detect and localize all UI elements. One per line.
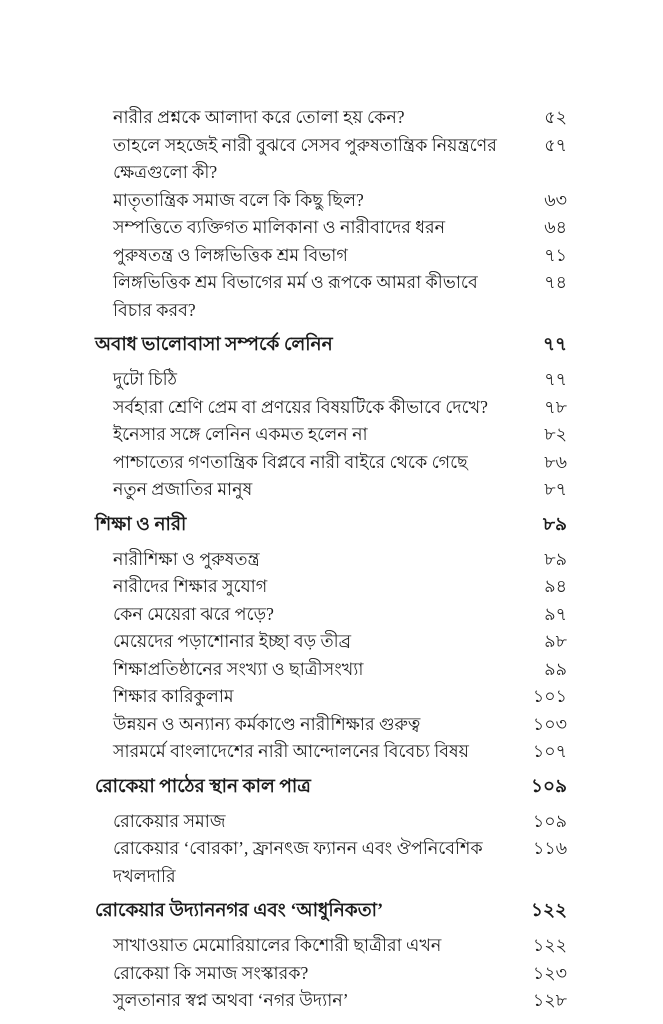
toc-heading-title: রোকেয়ার উদ্যাননগর এবং ‘আধুনিকতা’ bbox=[95, 901, 384, 921]
toc-entry bbox=[95, 683, 567, 711]
toc-section-heading bbox=[95, 897, 567, 925]
toc-entry-title: পুরুষতন্ত্র ও লিঙ্গভিত্তিক শ্রম বিভাগ bbox=[113, 244, 348, 265]
toc-entry-page: ৯৪ bbox=[544, 576, 567, 596]
toc-entry-page: ৯৭ bbox=[544, 603, 567, 624]
toc-entry-page: ৮২ bbox=[544, 424, 567, 444]
toc-entry-page: ৭৭ bbox=[544, 369, 567, 389]
toc-entry bbox=[95, 366, 567, 394]
toc-entry-title: কেন মেয়েরা ঝরে পড়ে? bbox=[113, 603, 274, 624]
toc-entry bbox=[95, 656, 567, 684]
toc-section-heading bbox=[95, 773, 567, 801]
toc-section-heading bbox=[95, 331, 567, 359]
toc-entry bbox=[95, 242, 567, 270]
toc-entry-title: মাতৃতান্ত্রিক সমাজ বলে কি কিছু ছিল? bbox=[113, 189, 364, 210]
toc-entry-title: দুটো চিঠি bbox=[113, 369, 178, 389]
toc-entry-title: তাহলে সহজেই নারী বুঝবে সেসব পুরুষতান্ত্রিক নিয়ন্ত্রণের ক্ষেত্রগুলো কী? bbox=[113, 134, 497, 182]
toc-section-heading bbox=[95, 511, 567, 539]
toc-entry-page: ১২৮ bbox=[532, 990, 567, 1010]
toc-entry-page: ৭১ bbox=[544, 244, 567, 265]
toc-entry-title: সুলতানার স্বপ্ন অথবা ‘নগর উদ্যান’ bbox=[113, 990, 349, 1010]
toc-entry-page: ৮৭ bbox=[544, 479, 567, 499]
toc-entry bbox=[95, 711, 567, 739]
toc-entry-title: সারমর্মে বাংলাদেশের নারী আন্দোলনের বিবেচ্য বিষয় bbox=[113, 741, 469, 761]
toc-entry bbox=[95, 573, 567, 601]
toc-entry-page: ৭৮ bbox=[544, 396, 567, 417]
toc-entry-page: ১২৩ bbox=[532, 962, 567, 983]
toc-entry bbox=[95, 601, 567, 629]
toc-entry bbox=[95, 214, 567, 242]
toc-heading-page: ১০৯ bbox=[530, 776, 567, 797]
toc-entry-title: নারীশিক্ষা ও পুরুষতন্ত্র bbox=[113, 548, 260, 569]
toc-entry-page: ১১৬ bbox=[533, 838, 568, 858]
toc-heading-page: ১২২ bbox=[530, 901, 567, 921]
toc-entry bbox=[95, 132, 567, 187]
toc-entry bbox=[95, 104, 567, 132]
toc-heading-page: ৭৭ bbox=[542, 335, 567, 355]
toc-entry-page: ৫৭ bbox=[544, 134, 567, 155]
toc-entry-title: সাখাওয়াত মেমোরিয়ালের কিশোরী ছাত্রীরা এখন bbox=[113, 935, 442, 955]
toc-entry-page: ৮৬ bbox=[544, 451, 567, 472]
table-of-contents bbox=[95, 104, 567, 1015]
toc-entry-title: ইনেসার সঙ্গে লেনিন একমত হলেন না bbox=[113, 424, 368, 444]
toc-entry-page: ১০৩ bbox=[532, 713, 567, 734]
toc-entry bbox=[95, 960, 567, 988]
toc-entry-title: রোকেয়া কি সমাজ সংস্কারক? bbox=[113, 962, 309, 983]
toc-entry-page: ৯৯ bbox=[544, 658, 567, 679]
toc-entry-title: শিক্ষার কারিকুলাম bbox=[113, 686, 234, 706]
toc-entry-title: সম্পত্তিতে ব্যক্তিগত মালিকানা ও নারীবাদের ধরন bbox=[113, 217, 446, 237]
toc-entry-page: ১২২ bbox=[532, 935, 567, 955]
toc-entry bbox=[95, 546, 567, 574]
toc-entry bbox=[95, 449, 567, 477]
toc-entry-title: রোকেয়ার ‘বোরকা’, ফ্রানৎজ ফ্যানন এবং ঔপনিবেশিক দখলদারি bbox=[113, 838, 483, 886]
toc-entry-page: ৭৪ bbox=[544, 272, 567, 292]
toc-entry-title: লিঙ্গভিত্তিক শ্রম বিভাগের মর্ম ও রূপকে আমরা কীভাবে বিচার করব? bbox=[113, 272, 478, 320]
toc-entry bbox=[95, 269, 567, 324]
toc-entry bbox=[95, 738, 567, 766]
toc-heading-title: শিক্ষা ও নারী bbox=[95, 514, 187, 535]
toc-heading-page: ৮৯ bbox=[542, 514, 567, 535]
toc-entry-page: ৫২ bbox=[544, 107, 567, 127]
toc-entry bbox=[95, 394, 567, 422]
toc-entry-page: ১০১ bbox=[532, 686, 567, 706]
toc-entry bbox=[95, 932, 567, 960]
toc-entry bbox=[95, 421, 567, 449]
toc-entry-page: ৯৮ bbox=[544, 631, 567, 651]
toc-entry bbox=[95, 476, 567, 504]
toc-entry-title: মেয়েদের পড়াশোনার ইচ্ছা বড় তীব্র bbox=[113, 631, 352, 651]
toc-entry-page: ৬৩ bbox=[544, 189, 567, 210]
toc-entry-title: নারীদের শিক্ষার সুযোগ bbox=[113, 576, 268, 596]
toc-entry-page: ৮৯ bbox=[544, 548, 567, 569]
toc-entry bbox=[95, 987, 567, 1015]
toc-entry bbox=[95, 628, 567, 656]
toc-entry-title: পাশ্চাত্যের গণতান্ত্রিক বিপ্লবে নারী বাইরে থেকে গেছে bbox=[113, 451, 468, 472]
toc-entry-title: রোকেয়ার সমাজ bbox=[113, 810, 226, 831]
toc-entry-title: নতুন প্রজাতির মানুষ bbox=[113, 479, 253, 499]
toc-entry-title: শিক্ষাপ্রতিষ্ঠানের সংখ্যা ও ছাত্রীসংখ্যা bbox=[113, 658, 364, 679]
toc-heading-title: অবাধ ভালোবাসা সম্পর্কে লেনিন bbox=[95, 335, 333, 355]
toc-entry-page: ১০৯ bbox=[532, 810, 567, 831]
toc-entry-page: ৬৪ bbox=[544, 217, 567, 237]
toc-entry bbox=[95, 835, 567, 890]
toc-entry bbox=[95, 808, 567, 836]
toc-entry-title: উন্নয়ন ও অন্যান্য কর্মকাণ্ডে নারীশিক্ষার গুরুত্ব bbox=[113, 713, 421, 734]
toc-entry-title: নারীর প্রশ্নকে আলাদা করে তোলা হয় কেন? bbox=[113, 107, 405, 127]
toc-entry bbox=[95, 187, 567, 215]
toc-heading-title: রোকেয়া পাঠের স্থান কাল পাত্র bbox=[95, 776, 311, 797]
toc-entry-title: সর্বহারা শ্রেণি প্রেম বা প্রণয়ের বিষয়টিকে কীভাবে দেখে? bbox=[113, 396, 488, 417]
toc-entry-page: ১০৭ bbox=[532, 741, 567, 761]
